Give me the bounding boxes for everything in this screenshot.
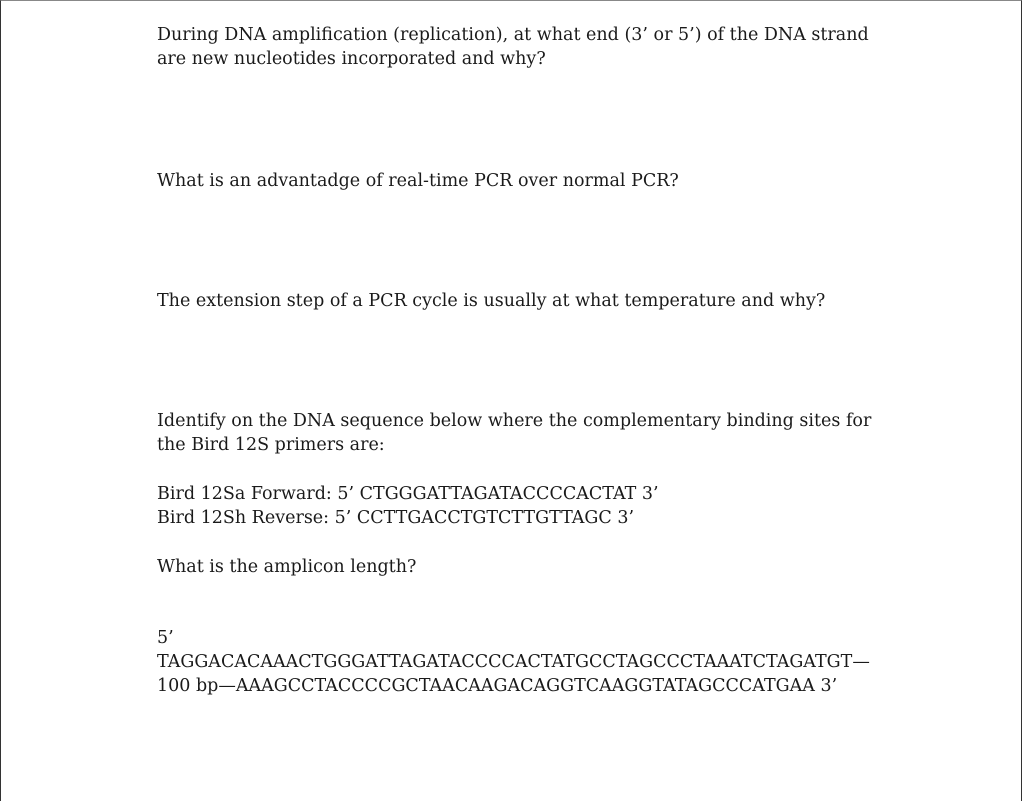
question-realtime-pcr <box>157 169 679 193</box>
sequence-start-label: 5’ <box>157 628 174 648</box>
question-line: are new nucleotides incorporated and why? <box>157 49 546 69</box>
dna-sequence <box>157 626 870 698</box>
primer-reverse: Bird 12Sh Reverse: 5’ CCTTGACCTGTCTTGTTAGC 3’ <box>157 508 635 528</box>
primer-forward: Bird 12Sa Forward: 5’ CTGGGATTAGATACCCCACTAT 3’ <box>157 484 659 504</box>
question-line: What is the amplicon length? <box>157 557 417 577</box>
question-replication-end <box>157 23 869 71</box>
question-line: the Bird 12S primers are: <box>157 435 385 455</box>
question-line: What is an advantadge of real-time PCR over normal PCR? <box>157 171 679 191</box>
question-line: Identify on the DNA sequence below where the complementary binding sites for <box>157 411 872 431</box>
primer-list <box>157 482 659 530</box>
sequence-line: 100 bp—AAAGCCTACCCCGCTAACAAGACAGGTCAAGGTATAGCCCATGAA 3’ <box>157 676 838 696</box>
question-line: The extension step of a PCR cycle is usually at what temperature and why? <box>157 291 826 311</box>
question-binding-sites <box>157 409 871 457</box>
question-line: During DNA amplification (replication), at what end (3’ or 5’) of the DNA strand <box>157 25 869 45</box>
question-extension-step <box>157 289 825 313</box>
question-amplicon-length <box>157 555 416 579</box>
sequence-line: TAGGACACAAACTGGGATTAGATACCCCACTATGCCTAGCCCTAAATCTAGATGT— <box>157 652 870 672</box>
